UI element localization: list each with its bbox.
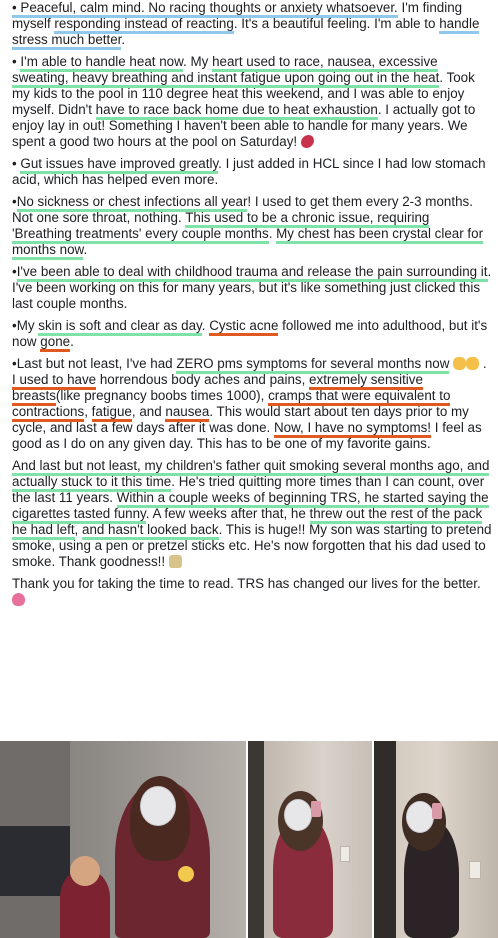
text-run: .: [83, 242, 88, 257]
highlighted-phrase: And last but not least, my children's father quit smoking several months ago, and actually stuck to it this time: [12, 458, 489, 492]
text-run: . My: [183, 54, 213, 69]
text-run: .: [121, 32, 126, 47]
heart-icon: [12, 593, 25, 606]
highlighted-phrase: I'm able to handle heat now: [20, 54, 183, 72]
text-run: ! I used to get them every 2-3 months. Not one sore throat, nothing.: [12, 194, 473, 225]
highlighted-phrase: • Peaceful, calm mind. No racing thoughts or anxiety whatsoever.: [12, 0, 398, 18]
text-run: I'm finding myself: [12, 0, 463, 31]
text-run: horrendous body aches and pains,: [96, 372, 310, 387]
text-run: . He's tried quitting more times than I can count, over the last 11 years.: [12, 474, 485, 505]
highlighted-phrase: cramps that were equivalent to contractions: [12, 388, 450, 422]
highlighted-phrase: I've been able to deal with childhood trauma and release the pain surrounding it: [17, 264, 488, 282]
photo-after-mirror[interactable]: [374, 741, 498, 938]
highlighted-phrase: No sickness or chest infections all year: [17, 194, 248, 212]
photo-before-mirror[interactable]: [248, 741, 372, 938]
text-run: Thank you for taking the time to read. TRS has changed our lives for the better.: [12, 576, 481, 591]
highlighted-phrase: I used to have: [12, 372, 96, 390]
text-run: . A few weeks after that, he: [145, 506, 310, 521]
highlighted-phrase: My chest has been crystal clear for months now: [12, 226, 483, 260]
paragraph-smoking: [12, 458, 492, 570]
text-run: .: [268, 226, 277, 241]
highlighted-phrase: Within a couple weeks of beginning TRS, he started saying the cigarettes tasted funny: [12, 490, 489, 524]
highlighted-phrase: have to race back home due to heat exhaustion: [96, 102, 378, 120]
highlighted-phrase: Cystic acne: [209, 318, 278, 336]
text-run: •: [12, 194, 17, 209]
clapping-hands-icon: [453, 357, 466, 370]
highlighted-phrase: skin is soft and clear as day: [38, 318, 202, 336]
highlighted-phrase: Gut issues have improved greatly: [20, 156, 218, 174]
text-run: ,: [74, 522, 82, 537]
highlighted-phrase: and hasn't looked back: [82, 522, 219, 540]
grinning-face-icon: [169, 555, 182, 568]
text-run: •My: [12, 318, 39, 333]
hot-pepper-icon: [301, 135, 314, 148]
paragraph-sickness: [12, 194, 492, 258]
highlighted-phrase: ZERO pms symptoms for several months now: [176, 356, 449, 374]
text-run: •: [12, 156, 21, 171]
text-run: . I've been working on this for many years, but it's like something just clicked this last couple months.: [12, 264, 492, 311]
highlighted-phrase: nausea: [165, 404, 209, 422]
text-run: ,: [84, 404, 92, 419]
post-text: [12, 0, 492, 614]
highlighted-phrase: heart used to race, nausea, excessive sweating, heavy breathing and instant fatigue upon going out in the heat: [12, 54, 439, 88]
paragraph-skin: [12, 318, 492, 350]
text-run: . I actually got to enjoy lay in out! Something I haven't been able to handle for many years. We spent a good two hours at the pool on Saturday!: [12, 102, 476, 149]
clapping-hands-icon: [466, 357, 479, 370]
highlighted-phrase: handle stress much better: [12, 16, 479, 50]
text-run: .: [482, 356, 487, 371]
text-run: •Last but not least, I've had: [12, 356, 177, 371]
text-run: . I just added in HCL since I had low stomach acid, which has helped even more.: [12, 156, 486, 187]
highlighted-phrase: threw out the rest of the pack he had left: [12, 506, 482, 540]
text-run: •: [12, 54, 21, 69]
text-run: I feel as good as I do on any given day. This has to be one of my favorite gains.: [12, 420, 482, 451]
photo-mother-and-son[interactable]: [0, 741, 246, 938]
text-run: , and: [131, 404, 166, 419]
highlighted-phrase: This used to be a chronic issue, requiring 'Breathing treatments' every couple months: [12, 210, 429, 244]
highlighted-phrase: gone: [40, 334, 70, 352]
highlighted-phrase: Now, I have no symptoms!: [274, 420, 431, 438]
highlighted-phrase: extremely sensitive breasts: [12, 372, 423, 406]
photo-grid: [0, 741, 498, 938]
text-run: •: [12, 264, 17, 279]
text-run: . Took my kids to the pool in 110 degree heat this weekend, and I was able to enjoy myself. Didn't: [12, 70, 475, 117]
paragraph-calm-mind: [12, 0, 492, 48]
text-run: .: [70, 334, 74, 349]
paragraph-pms: [12, 356, 492, 452]
paragraph-gut: [12, 156, 492, 188]
text-run: . This would start about ten days prior to my cycle, and last a few days after it was done.: [12, 404, 469, 435]
text-run: . It's a beautiful feeling. I'm able to: [233, 16, 440, 31]
text-run: followed me into adulthood, but it's now: [12, 318, 488, 349]
paragraph-thank-you: [12, 576, 492, 608]
text-run: (like pregnancy boobs times 1000),: [55, 388, 269, 403]
text-run: . This is huge!! My son was starting to pretend smoke, using a pen or pretzel sticks etc. He's now forgotten that his dad used to smoke. Thank goodness!!: [12, 522, 492, 569]
highlighted-phrase: responding instead of reacting: [54, 16, 233, 34]
paragraph-trauma: [12, 264, 492, 312]
text-run: .: [201, 318, 210, 333]
highlighted-phrase: fatigue: [92, 404, 132, 422]
paragraph-heat: [12, 54, 492, 150]
